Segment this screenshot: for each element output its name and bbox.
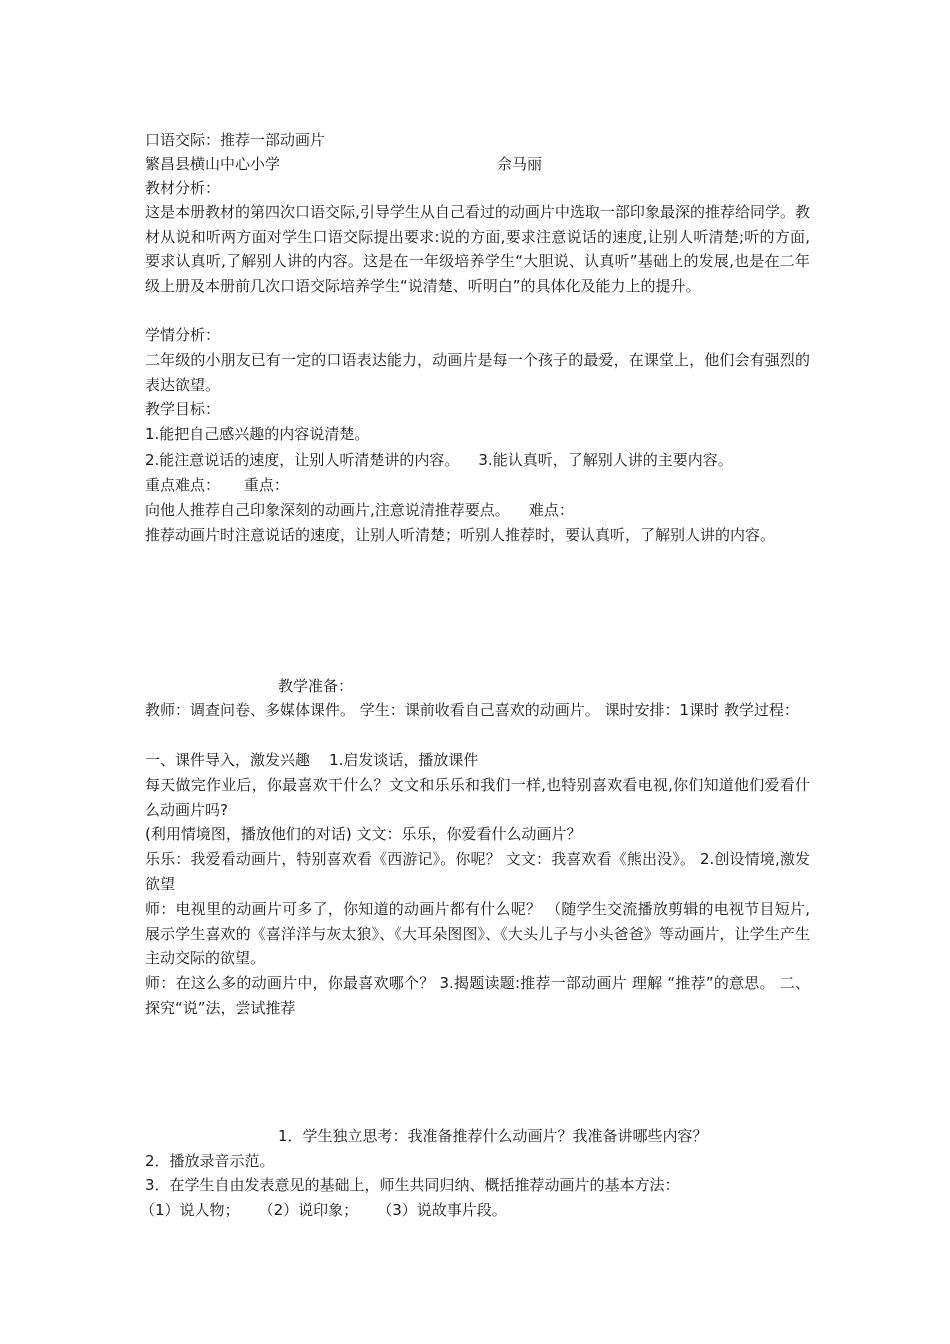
difficulty-paragraph: 推荐动画片时注意说话的速度，让别人听清楚；听别人推荐时，要认真听，了解别人讲的内容。 (145, 526, 776, 544)
learner-analysis-paragraph: 二年级的小朋友已有一定的口语表达能力，动画片是每一个孩子的最爱，在课堂上，他们会有强烈的表达欲望。 (145, 351, 810, 394)
key-points-text: 向他人推荐自己印象深刻的动画片,注意说清推荐要点。 难点： (145, 501, 574, 519)
method-step-1: 1．学生独立思考：我准备推荐什么动画片？我准备讲哪些内容？ (278, 1127, 708, 1145)
heading-teaching-goals: 教学目标： (145, 400, 221, 418)
heading-teaching-prep: 教学准备： (278, 677, 354, 695)
goal-1: 1.能把自己感兴趣的内容说清楚。 (145, 425, 370, 443)
heading-material-analysis: 教材分析： (145, 179, 221, 197)
method-step-2: 2．播放录音示范。 (145, 1152, 275, 1170)
material-analysis-paragraph: 这是本册教材的第四次口语交际,引导学生从自己看过的动画片中选取一部印象最深的推荐给同学。教材从说和听两方面对学生口语交际提出要求:说的方面,要求注意说话的速度,让别人听清楚;听的方面,要求认真听,了解别人讲的内容。这是在一年级培养学生“大胆说、认真听”基础上的发展,也是在二年级上册及本册前几次口语交际培养学生“说清楚、听明白”的具体化及能力上的提升。 (145, 203, 810, 295)
teaching-prep-paragraph: 教师：调查问卷、多媒体课件。 学生：课前收看自己喜欢的动画片。 课时安排：1课时 教学过程： (145, 701, 799, 719)
step-1-heading: 一、课件导入，激发兴趣 1.启发谈话，播放课件 (145, 751, 479, 769)
school-name: 繁昌县横山中心小学 (145, 155, 281, 173)
method-list: （1）说人物； （2）说印象； （3）说故事片段。 (140, 1201, 507, 1219)
teacher-question-paragraph: 师：电视里的动画片可多了，你知道的动画片都有什么呢？ （随学生交流播放剪辑的电视节目短片,展示学生喜欢的《喜洋洋与灰太狼》、《大耳朵图图》、《大头儿子与小头爸爸》等动画片，让学生产生主动交际的欲望。 (145, 900, 810, 967)
heading-learner-analysis: 学情分析： (145, 326, 221, 344)
dialogue-line-2: 乐乐：我爱看动画片，特别喜欢看《西游记》。你呢？ 文文：我喜欢看《熊出没》。 2.创设情境,激发欲望 (145, 850, 810, 893)
doc-title: 口语交际：推荐一部动画片 (145, 131, 326, 149)
topic-paragraph: 师：在这么多的动画片中，你最喜欢哪个？ 3.揭题读题:推荐一部动画片 理解 “推荐”的意思。 二、探究“说”法，尝试推荐 (145, 974, 810, 1017)
goal-2-3: 2.能注意说话的速度，让别人听清楚讲的内容。 3.能认真听，了解别人讲的主要内容。 (145, 451, 733, 469)
dialogue-line-1: (利用情境图，播放他们的对话) 文文：乐乐，你爱看什么动画片？ (145, 825, 582, 843)
key-points-label: 重点难点： 重点： (145, 476, 289, 494)
intro-paragraph: 每天做完作业后，你最喜欢干什么？文文和乐乐和我们一样,也特别喜欢看电视,你们知道他们爱看什么动画片吗? (145, 776, 810, 819)
method-step-3: 3．在学生自由发表意见的基础上，师生共同归纳、概括推荐动画片的基本方法： (145, 1176, 680, 1194)
author-name: 佘马丽 (497, 155, 543, 173)
